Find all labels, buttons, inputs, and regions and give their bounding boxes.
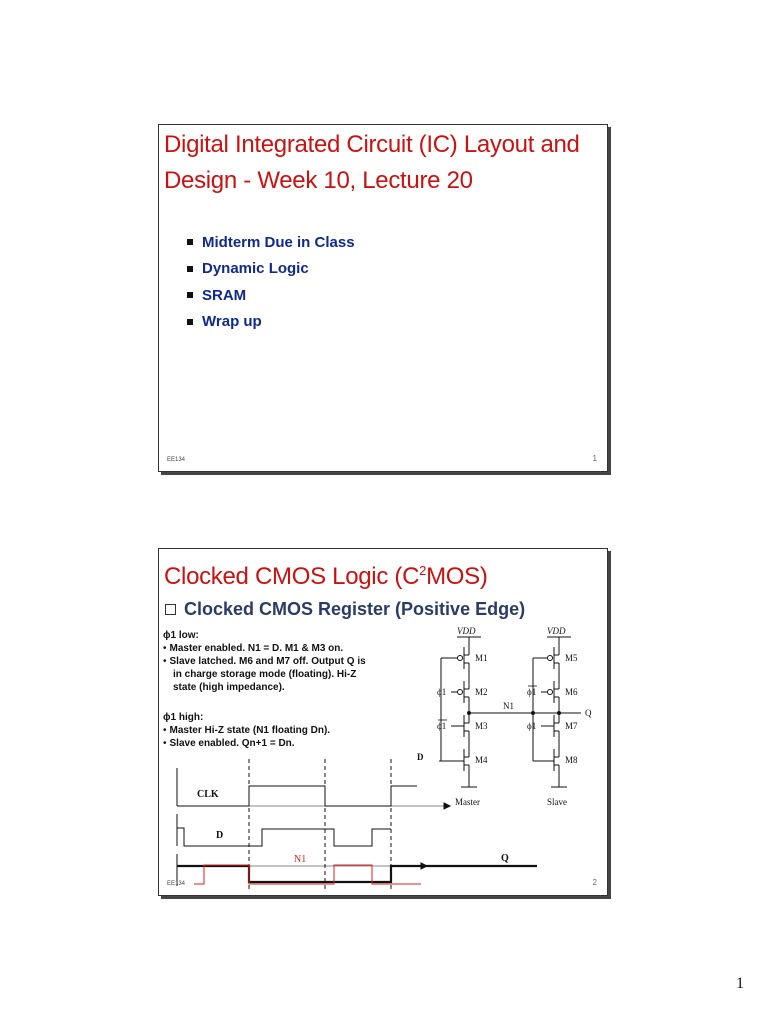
q-signal-label: Q (501, 853, 509, 864)
phi-high-section: ϕ1 high: • Master Hi-Z state (N1 floating Dn). • Slave enabled. Qn+1 = Dn. (163, 712, 331, 749)
slide-footer-course: EE134 (167, 881, 186, 887)
d-input-label: D (417, 752, 424, 762)
slide-footer-number: 1 (592, 454, 597, 463)
timing-diagram (159, 754, 599, 894)
vdd-label: VDD (457, 626, 476, 636)
phi-label: ϕ1 (527, 721, 537, 731)
clk-signal-label: CLK (197, 789, 219, 800)
phi-label: ϕ1 (437, 687, 447, 697)
d-signal-label: D (216, 830, 224, 841)
slide-1 (158, 124, 608, 472)
slide-2 (158, 548, 608, 896)
page-number: 1 (736, 975, 744, 992)
title-line-1: Digital Integrated Circuit (IC) Layout and (164, 131, 580, 158)
square-bullet-icon (187, 239, 193, 245)
bullet-list (187, 229, 355, 335)
bullet-item: SRAM (187, 282, 355, 309)
bullet-item: Wrap up (187, 309, 355, 336)
square-bullet-icon (187, 319, 193, 325)
slide-footer-course: EE134 (167, 457, 186, 463)
slide-title (164, 127, 580, 199)
transistor-label: M5 (565, 653, 578, 663)
vdd-label: VDD (547, 626, 566, 636)
slide-title: Clocked CMOS Logic $(C^2MOS)$ (164, 563, 488, 590)
transistor-label: M4 (475, 755, 488, 765)
bullet-item: Dynamic Logic (187, 256, 355, 283)
transistor-label: M6 (565, 687, 578, 697)
title-line-2: Design - Week 10, Lecture 20 (164, 167, 473, 194)
transistor-label: M1 (475, 653, 488, 663)
q-output-label: Q (585, 708, 592, 718)
checkbox-bullet-icon (165, 604, 176, 615)
n1-node-label: N1 (503, 701, 514, 711)
master-label: Master (455, 797, 480, 807)
transistor-label: M2 (475, 687, 488, 697)
phi-low-section: ϕ1 low: • Master enabled. N1 = D. M1 & M3 on. • Slave latched. M6 and M7 off. Output Q is in charge storage mode (floating). Hi-Z state (high impedance). (163, 630, 366, 693)
transistor-label: M7 (565, 721, 578, 731)
slide-footer-number: 2 (592, 878, 597, 887)
phi-bar-label: ϕ1 (527, 687, 537, 697)
transistor-label: M8 (565, 755, 578, 765)
square-bullet-icon (187, 266, 193, 272)
bullet-item: Midterm Due in Class (187, 229, 355, 256)
square-bullet-icon (187, 292, 193, 298)
slave-label: Slave (547, 797, 567, 807)
transistor-label: M3 (475, 721, 488, 731)
phi-bar-label: ϕ1 (437, 721, 447, 731)
n1-signal-label: N1 (294, 854, 307, 865)
slide-subtitle: Clocked CMOS Register (Positive Edge) (165, 599, 525, 620)
